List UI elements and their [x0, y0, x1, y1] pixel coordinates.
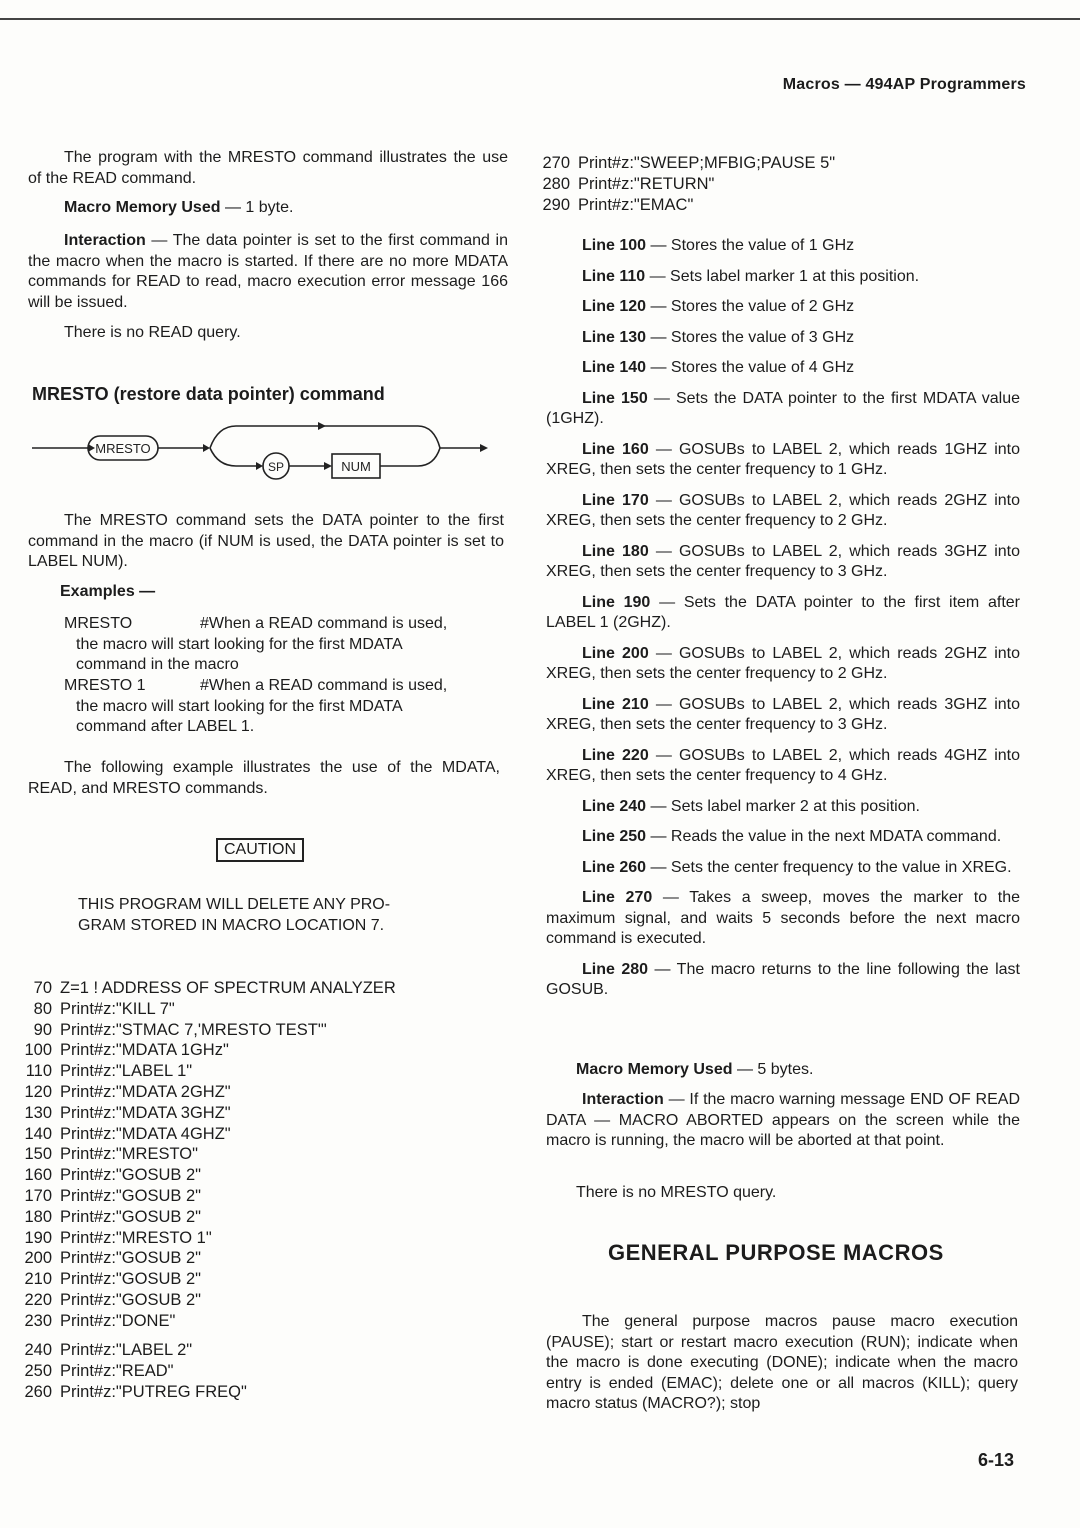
line-explanation-text: — GOSUBs to LABEL 2, which reads 4GHZ into XREG, then sets the center frequency to 4 GHz. [546, 746, 1020, 784]
interaction-paragraph-right [546, 1090, 1020, 1152]
code-line-text: Print#z:"GOSUB 2" [60, 1270, 202, 1289]
memory-used-right [576, 1060, 813, 1081]
line-explanation [546, 491, 1020, 532]
code-line-number: 250 [24, 1361, 52, 1380]
mresto-keyword: MRESTO [95, 441, 151, 456]
code-line-number: 180 [24, 1207, 52, 1226]
memory-used-label: Macro Memory Used [576, 1061, 733, 1078]
code-line [8, 1040, 488, 1061]
line-explanation-text: — GOSUBs to LABEL 2, which reads 3GHZ into XREG, then sets the center frequency to 3 GHz. [546, 542, 1020, 580]
line-explanation [546, 827, 1020, 848]
code-line-number: 220 [24, 1290, 52, 1309]
line-explanation-text: — Takes a sweep, moves the marker to the maximum signal, and waits 5 seconds before the next macro command is executed. [546, 889, 1021, 947]
code-line-text: Print#z:"MDATA 3GHZ" [60, 1103, 231, 1122]
line-explanation-label: Line 220 [582, 746, 649, 764]
line-explanation [546, 746, 1020, 787]
code-line [8, 1186, 488, 1207]
code-line-number: 280 [542, 174, 570, 193]
num-param: NUM [341, 459, 371, 474]
page-number: 6-13 [977, 1450, 1014, 1470]
line-explanation-label: Line 130 [582, 328, 647, 346]
sp-keyword: SP [267, 460, 285, 474]
example-continuation: command after LABEL 1. [76, 718, 255, 735]
line-explanation-text: — The macro returns to the line following the last GOSUB. [546, 960, 1021, 998]
code-line [8, 1144, 488, 1165]
line-explanation-text: — Sets the DATA pointer to the first MDATA value (1GHZ). [546, 389, 1020, 427]
interaction-paragraph [28, 231, 508, 313]
code-line-text: Print#z:"LABEL 1" [60, 1062, 193, 1081]
code-line [8, 1228, 488, 1249]
code-line-number: 90 [33, 1020, 52, 1039]
code-line-text: Print#z:"SWEEP;MFBIG;PAUSE 5" [578, 154, 836, 172]
line-explanation-label: Line 260 [582, 858, 647, 876]
code-line-text: Print#z:"STMAC 7,'MRESTO TEST'" [60, 1020, 327, 1039]
code-line [8, 1361, 488, 1382]
code-line-number: 270 [542, 154, 570, 172]
line-explanation-label: Line 110 [582, 267, 646, 285]
code-line [8, 1020, 488, 1041]
line-explanation-label: Line 200 [582, 644, 649, 662]
code-line-number: 260 [24, 1382, 52, 1401]
code-line-number: 120 [24, 1082, 52, 1101]
code-line-text: Print#z:"DONE" [60, 1311, 176, 1330]
example-1 [64, 614, 514, 676]
example-comment: #When a READ command is used, [200, 615, 448, 632]
code-line [8, 1124, 488, 1145]
line-explanation-text: — Sets the DATA pointer to the first item after LABEL 1 (2GHZ). [546, 593, 1021, 631]
line-explanation-text: — GOSUBs to LABEL 2, which reads 1GHZ into XREG, then sets the center frequency to 1 GHz. [546, 440, 1020, 478]
no-read-query: There is no READ query. [64, 324, 241, 341]
example-command: MRESTO 1 [64, 677, 146, 694]
caution-label: CAUTION [216, 838, 304, 862]
line-explanation [546, 888, 1020, 950]
line-explanation-label: Line 180 [582, 542, 649, 560]
interaction-text: — If the macro warning message END OF READ DATA — MACRO ABORTED appears on the screen while the macro is running, the macro will be aborted at that point. [546, 1091, 1020, 1149]
code-line-text: Print#z:"GOSUB 2" [60, 1166, 202, 1185]
code-line-text: Print#z:"KILL 7" [60, 999, 175, 1018]
interaction-label: Interaction [64, 232, 146, 249]
line-explanation-label: Line 240 [582, 797, 647, 815]
memory-used-label: Macro Memory Used [64, 199, 221, 216]
code-line-text: Print#z:"GOSUB 2" [60, 1249, 202, 1268]
warning-line: THIS PROGRAM WILL DELETE ANY PRO- [78, 896, 391, 913]
line-explanation-text: — Stores the value of 4 GHz [646, 359, 855, 376]
line-explanation-text: — GOSUBs to LABEL 2, which reads 2GHZ into XREG, then sets the center frequency to 2 GHz. [546, 644, 1020, 682]
line-explanation-text: — Reads the value in the next MDATA command. [646, 828, 1002, 845]
line-explanations [546, 236, 1020, 1011]
code-listing-3 [526, 153, 996, 215]
code-line-number: 80 [33, 999, 52, 1018]
running-header: Macros — 494AP Programmers [782, 76, 1026, 93]
line-explanation [546, 267, 1020, 288]
code-line [8, 1248, 488, 1269]
line-explanation-label: Line 160 [582, 440, 649, 458]
code-line-number: 170 [24, 1186, 52, 1205]
example-2 [64, 676, 514, 738]
code-line-text: Print#z:"GOSUB 2" [60, 1186, 202, 1205]
code-listing-1 [8, 978, 488, 1332]
line-explanation [546, 236, 1020, 257]
line-explanation [546, 858, 1020, 879]
code-line-number: 150 [24, 1145, 52, 1164]
code-line [8, 1269, 488, 1290]
code-line-text: Print#z:"EMAC" [578, 195, 694, 214]
code-line-number: 70 [33, 979, 52, 997]
line-explanation-label: Line 250 [582, 828, 647, 845]
caution-box [216, 838, 304, 862]
code-line-text: Print#z:"MRESTO" [60, 1145, 198, 1164]
line-explanation-text: — Sets the center frequency to the value in XREG. [646, 858, 1012, 876]
line-explanation [546, 797, 1020, 818]
code-line-number: 230 [24, 1311, 52, 1330]
warning-line: GRAM STORED IN MACRO LOCATION 7. [78, 917, 385, 934]
code-line-text: Print#z:"LABEL 2" [60, 1341, 193, 1359]
code-line [526, 174, 996, 195]
line-explanation [546, 440, 1020, 481]
example-comment: #When a READ command is used, [200, 677, 448, 694]
section-title-mresto: MRESTO (restore data pointer) command [32, 384, 385, 404]
line-explanation-label: Line 140 [582, 359, 647, 376]
code-line [8, 1103, 488, 1124]
code-line [526, 195, 996, 216]
code-line [8, 1311, 488, 1332]
line-explanation [546, 593, 1020, 634]
code-line-number: 110 [25, 1062, 52, 1081]
code-line-number: 160 [24, 1166, 52, 1185]
code-line [8, 1382, 488, 1403]
line-explanation-text: — GOSUBs to LABEL 2, which reads 2GHZ into XREG, then sets the center frequency to 2 GHz. [546, 491, 1020, 529]
line-explanation-label: Line 150 [582, 389, 648, 407]
memory-used-value: — 1 byte. [220, 199, 294, 216]
line-explanation-text: — Sets label marker 1 at this position. [645, 267, 920, 285]
examples-heading: Examples — [60, 583, 156, 600]
line-explanation-label: Line 270 [582, 889, 653, 906]
line-explanation-label: Line 120 [582, 298, 647, 315]
line-explanation [546, 297, 1020, 318]
section-title-general-purpose: GENERAL PURPOSE MACROS [608, 1240, 944, 1265]
no-mresto-query: There is no MRESTO query. [576, 1184, 777, 1201]
code-line-text: Print#z:"MDATA 2GHZ" [60, 1082, 231, 1101]
line-explanation-text: — Sets label marker 2 at this position. [646, 797, 920, 815]
interaction-text: — The data pointer is set to the first command in the macro when the macro is started. If there are no more MDATA commands for READ to read, macro execution error message 166 will be issued. [28, 232, 508, 311]
code-line-text: Print#z:"READ" [60, 1361, 174, 1380]
line-explanation [546, 542, 1020, 583]
top-rule [0, 18, 1080, 20]
code-line-text: Print#z:"GOSUB 2" [60, 1290, 202, 1309]
code-line-text: Print#z:"PUTREG FREQ" [60, 1382, 247, 1401]
line-explanation [546, 328, 1020, 349]
code-line-number: 290 [542, 195, 570, 214]
line-explanation [546, 960, 1020, 1001]
memory-used-value: — 5 bytes. [732, 1061, 814, 1078]
following-example-paragraph: The following example illustrates the use of the MDATA, READ, and MRESTO commands. [28, 759, 500, 797]
syntax-diagram [28, 418, 508, 488]
line-explanation-text: — Stores the value of 3 GHz [646, 328, 855, 346]
code-line-text: Print#z:"MDATA 4GHZ" [60, 1124, 231, 1143]
line-explanation [546, 695, 1020, 736]
line-explanation [546, 644, 1020, 685]
code-line-number: 100 [24, 1041, 52, 1060]
line-explanation-text: — GOSUBs to LABEL 2, which reads 3GHZ into XREG, then sets the center frequency to 3 GHz. [546, 695, 1020, 733]
line-explanation-text: — Stores the value of 2 GHz [646, 298, 855, 315]
code-line-text: Print#z:"RETURN" [578, 174, 715, 193]
intro-paragraph: The program with the MRESTO command illustrates the use of the READ command. [28, 149, 508, 187]
code-line-text: Z=1 ! ADDRESS OF SPECTRUM ANALYZER [60, 979, 396, 997]
code-line [526, 153, 996, 174]
example-command: MRESTO [64, 615, 133, 632]
code-line [8, 1290, 488, 1311]
code-line [8, 999, 488, 1020]
line-explanation [546, 389, 1020, 430]
code-listing-2 [8, 1340, 488, 1402]
code-line [8, 1165, 488, 1186]
example-continuation: the macro will start looking for the first MDATA [76, 697, 403, 715]
code-line-number: 200 [24, 1249, 52, 1268]
code-line [8, 1340, 488, 1361]
line-explanation-label: Line 280 [582, 960, 649, 978]
code-line-text: Print#z:"MRESTO 1" [60, 1228, 212, 1247]
code-line-text: Print#z:"MDATA 1GHz" [60, 1041, 229, 1060]
line-explanation-label: Line 210 [582, 695, 649, 713]
code-line [8, 1082, 488, 1103]
line-explanation [546, 358, 1020, 379]
code-line-number: 190 [24, 1228, 52, 1247]
examples-label [60, 582, 155, 603]
general-purpose-paragraph: The general purpose macros pause macro execution (PAUSE); start or restart macro execution (RUN); indicate when the macro is done executing (DONE); indicate when the macro entry is ended (EMAC); delete one or all macros (KILL); query macro status (MACRO?); stop [546, 1313, 1018, 1412]
code-line-text: Print#z:"GOSUB 2" [60, 1207, 202, 1226]
code-line-number: 240 [24, 1341, 52, 1359]
example-continuation: the macro will start looking for the first MDATA [76, 635, 403, 653]
caution-warning [78, 894, 498, 936]
line-explanation-label: Line 190 [582, 593, 651, 611]
mresto-description: The MRESTO command sets the DATA pointer to the first command in the macro (if NUM is used, the DATA pointer is set to LABEL NUM). [28, 512, 504, 570]
code-line-number: 210 [24, 1270, 52, 1289]
code-line [8, 1207, 488, 1228]
code-line-number: 140 [24, 1124, 52, 1143]
code-line [8, 1061, 488, 1082]
memory-used [64, 198, 293, 219]
line-explanation-label: Line 170 [582, 491, 649, 509]
example-continuation: command in the macro [76, 656, 239, 673]
line-explanation-label: Line 100 [582, 237, 647, 254]
code-line [8, 978, 488, 999]
interaction-label: Interaction [582, 1091, 664, 1108]
line-explanation-text: — Stores the value of 1 GHz [646, 237, 855, 254]
code-line-number: 130 [24, 1103, 52, 1122]
